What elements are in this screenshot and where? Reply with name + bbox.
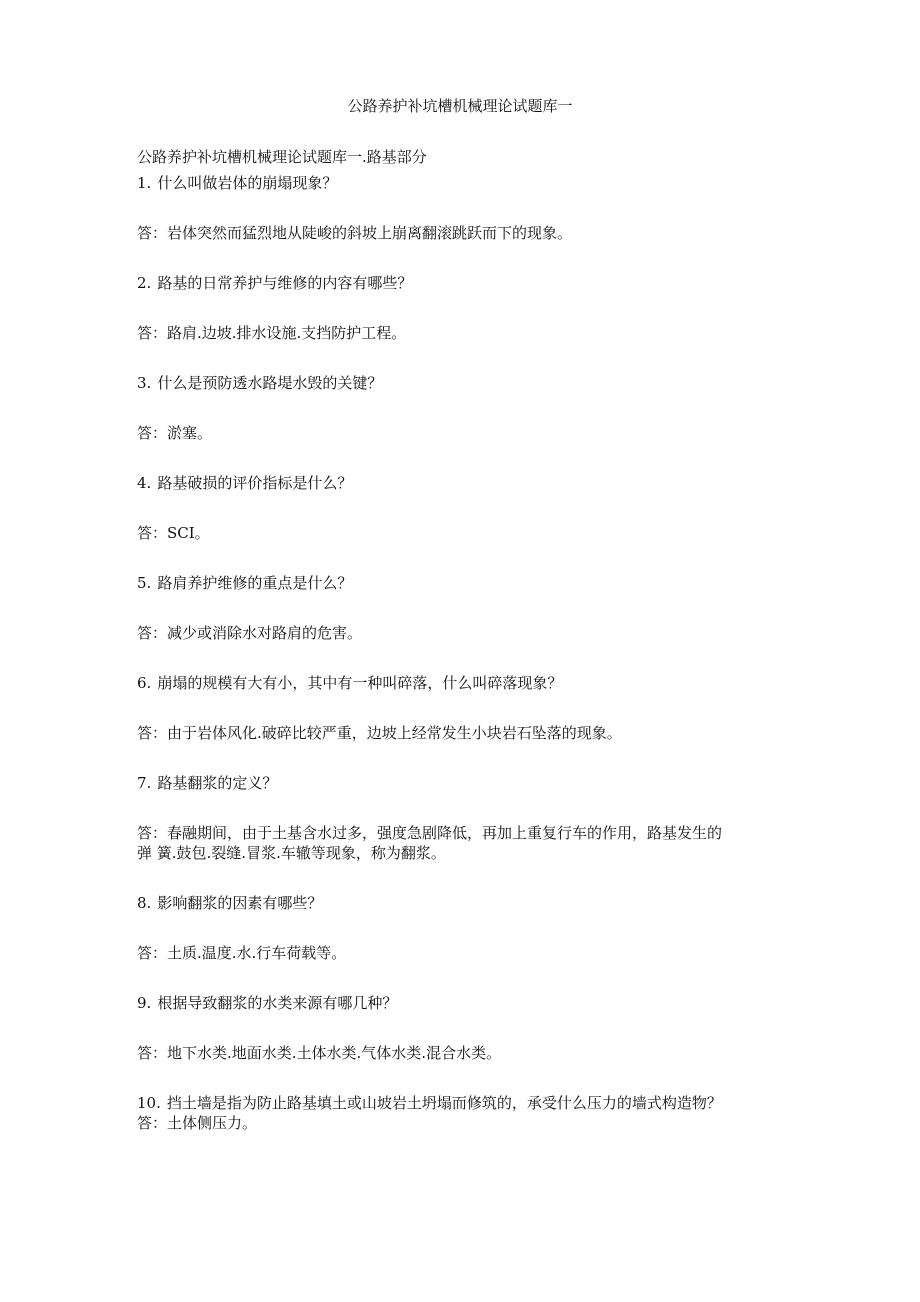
question-10 — [137, 1093, 797, 1113]
question-3 — [137, 373, 797, 393]
question-number: 7. — [137, 774, 152, 792]
answer-5: 答：减少或消除水对路肩的危害。 — [137, 624, 363, 642]
answer-7-line-1: 答：春融期间，由于土基含水过多，强度急剧降低，再加上重复行车的作用，路基发生的 — [137, 824, 723, 842]
qa-item-4 — [137, 473, 797, 573]
qa-item-6 — [137, 673, 797, 773]
question-7 — [137, 773, 797, 793]
question-text: 根据导致翻浆的水类来源有哪几种？ — [157, 994, 398, 1012]
question-text: 什么叫做岩体的崩塌现象？ — [157, 174, 338, 192]
qa-item-1 — [137, 173, 797, 273]
answer-10: 答：土体侧压力。 — [137, 1114, 258, 1132]
qa-item-10 — [137, 1093, 797, 1133]
question-8 — [137, 893, 797, 913]
qa-item-5 — [137, 573, 797, 673]
question-number: 4. — [137, 474, 152, 492]
answer-3: 答：淤塞。 — [137, 424, 213, 442]
answer-1: 答：岩体突然而猛烈地从陡峻的斜坡上崩离翻滚跳跃而下的现象。 — [137, 224, 573, 242]
qa-item-3 — [137, 373, 797, 473]
question-6 — [137, 673, 797, 693]
question-number: 6. — [137, 674, 152, 692]
answer-9: 答：地下水类.地面水类.土体水类.气体水类.混合水类。 — [137, 1044, 502, 1062]
question-4 — [137, 473, 797, 493]
answer-2: 答：路肩.边坡.排水设施.支挡防护工程。 — [137, 324, 407, 342]
qa-item-8 — [137, 893, 797, 993]
qa-item-2 — [137, 273, 797, 373]
question-number: 5. — [137, 574, 152, 592]
question-number: 9. — [137, 994, 152, 1012]
question-text: 挡土墙是指为防止路基填土或山坡岩土坍塌而修筑的，承受什么压力的墙式构造物？ — [166, 1094, 722, 1112]
answer-4: 答：SCI。 — [137, 524, 210, 542]
document-title: 公路养护补坑槽机械理论试题库一 — [347, 97, 573, 115]
answer-6: 答：由于岩体风化.破碎比较严重，边坡上经常发生小块岩石坠落的现象。 — [137, 724, 622, 742]
section-subtitle: 公路养护补坑槽机械理论试题库一.路基部分 — [137, 148, 427, 166]
answer-7-line-2: 弹 簧.鼓包.裂缝.冒浆.车辙等现象，称为翻浆。 — [137, 844, 446, 862]
question-text: 路肩养护维修的重点是什么？ — [157, 574, 353, 592]
answer-8: 答：土质.温度.水.行车荷载等。 — [137, 944, 347, 962]
question-number: 2. — [137, 274, 152, 292]
question-text: 路基翻浆的定义？ — [157, 774, 278, 792]
question-number: 1. — [137, 174, 152, 192]
question-1 — [137, 173, 797, 193]
question-text: 影响翻浆的因素有哪些？ — [157, 894, 323, 912]
question-number: 3. — [137, 374, 152, 392]
question-2 — [137, 273, 797, 293]
question-5 — [137, 573, 797, 593]
document-body — [137, 147, 797, 1133]
question-9 — [137, 993, 797, 1013]
question-number: 8. — [137, 894, 152, 912]
question-text: 路基的日常养护与维修的内容有哪些？ — [157, 274, 413, 292]
qa-item-7 — [137, 773, 797, 893]
question-text: 崩塌的规模有大有小，其中有一种叫碎落，什么叫碎落现象？ — [157, 674, 563, 692]
question-text: 什么是预防透水路堤水毁的关键？ — [157, 374, 383, 392]
qa-item-9 — [137, 993, 797, 1093]
question-number: 10. — [137, 1094, 161, 1112]
question-text: 路基破损的评价指标是什么？ — [157, 474, 353, 492]
